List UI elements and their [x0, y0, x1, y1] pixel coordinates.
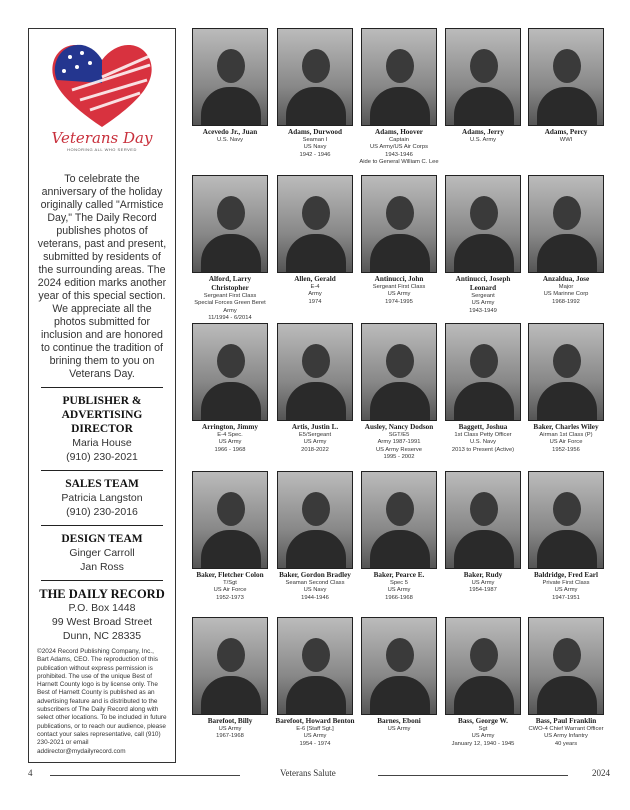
veteran-name: Adams, Percy	[544, 128, 588, 136]
veteran-detail: E-4 Spec.	[217, 432, 243, 438]
veteran-name: Bass, Paul Franklin	[535, 717, 597, 725]
veteran-name: Bass, George W.	[458, 717, 508, 725]
veteran-name: Antinucci, Joseph Leonard	[455, 275, 511, 292]
veteran-photo	[361, 471, 437, 569]
divider	[41, 580, 163, 581]
veteran-name: Baker, Rudy	[463, 571, 503, 579]
veteran-photo	[277, 471, 353, 569]
sales-phone: (910) 230-2016	[66, 506, 138, 518]
veteran-name: Barefoot, Billy	[207, 717, 253, 725]
veteran-photo	[277, 175, 353, 273]
veteran-entry	[526, 28, 606, 144]
veteran-photo	[192, 28, 268, 126]
veteran-detail: 1974	[308, 298, 322, 305]
veteran-entry	[359, 617, 439, 733]
veteran-photo	[277, 617, 353, 715]
veteran-entry	[526, 471, 606, 602]
veteran-photo	[192, 471, 268, 569]
veteran-detail: US Navy	[303, 144, 327, 151]
address-line: P.O. Box 1448	[68, 602, 136, 614]
veteran-entry	[359, 28, 439, 166]
veteran-detail: 2018-2022	[301, 446, 329, 453]
veteran-detail: Special Forces Green Beret	[194, 300, 266, 307]
veteran-photo	[445, 617, 521, 715]
divider	[41, 387, 163, 388]
veteran-detail: 1943-1946	[385, 151, 413, 158]
veteran-detail: 1943-1949	[469, 307, 497, 314]
sidebar-info-box	[28, 28, 176, 763]
veteran-detail: 1st Class Petty Officer	[454, 432, 512, 438]
publisher-name: Maria House	[72, 437, 132, 449]
veteran-entry	[526, 617, 606, 748]
veteran-detail: E-6 [Staff Sgt.]	[296, 726, 334, 732]
veteran-detail: US Army	[303, 733, 327, 740]
veteran-entry	[190, 617, 270, 741]
veteran-detail: 1967-1968	[216, 733, 244, 740]
veteran-detail: 1995 - 2002	[383, 453, 415, 460]
veteran-name: Anzaldua, Jose	[542, 275, 590, 283]
veteran-name: Adams, Durwood	[288, 128, 342, 136]
veteran-name: Baker, Pearce E.	[373, 571, 425, 579]
veteran-entry	[359, 175, 439, 306]
veteran-entry	[275, 471, 355, 602]
veteran-detail: US Marinne Corp	[543, 291, 589, 298]
veteran-detail: 1942 - 1946	[299, 151, 331, 158]
veteran-name: Baker, Fletcher Colon	[196, 571, 264, 579]
veteran-detail: 1966 - 1968	[214, 446, 246, 453]
veteran-detail: CWO-4 Chief Warrant Officer	[528, 726, 604, 732]
page-footer	[28, 768, 610, 782]
veteran-detail: US Army	[218, 439, 242, 446]
veteran-detail: 1968-1992	[552, 298, 580, 305]
veteran-entry	[443, 323, 523, 454]
veteran-photo	[361, 617, 437, 715]
veteran-detail: US Army	[387, 291, 411, 298]
veteran-detail: U.S. Army	[469, 137, 497, 143]
veteran-detail: US Army	[387, 587, 411, 594]
veterans-day-logo	[37, 35, 167, 163]
veteran-photo	[445, 175, 521, 273]
veteran-entry	[526, 323, 606, 454]
footer-rule	[50, 775, 240, 776]
divider	[41, 470, 163, 471]
veteran-name: Antinucci, John	[374, 275, 424, 283]
veteran-detail: Sergeant	[471, 293, 495, 299]
footer-rule	[378, 775, 568, 776]
publication-title: Veterans Salute	[280, 768, 336, 778]
veteran-entry	[443, 28, 523, 144]
veteran-detail: US Navy	[303, 587, 327, 594]
divider	[41, 525, 163, 526]
veteran-photo	[528, 175, 604, 273]
veteran-detail: US Army	[218, 726, 242, 732]
veteran-detail: US Army	[554, 587, 578, 594]
veteran-detail: US Air Force	[213, 587, 247, 594]
veteran-detail: 1944-1946	[301, 594, 329, 601]
veteran-entry	[275, 28, 355, 159]
design-heading: DESIGN TEAM	[61, 533, 143, 545]
veteran-photo	[361, 323, 437, 421]
veteran-detail: US Army	[471, 733, 495, 740]
veteran-detail: U.S. Navy	[216, 137, 244, 143]
veteran-detail: US Army	[471, 580, 495, 586]
veteran-detail: 1952-1973	[216, 594, 244, 601]
veteran-detail: Seaman Second Class	[285, 580, 345, 586]
veteran-photo	[277, 28, 353, 126]
veteran-detail: Army	[308, 291, 322, 298]
veteran-entry	[443, 175, 523, 315]
veteran-detail: U.S. Navy	[469, 439, 497, 446]
veteran-photo	[528, 471, 604, 569]
address-line: 99 West Broad Street	[51, 616, 153, 628]
veteran-detail: Private First Class	[542, 580, 590, 586]
copyright-notice: ©2024 Record Publishing Company, Inc., Bart Adams, CEO. The reproduction of this publication without express permission is prohibited. The use of the unique Best of Harnett County logo is by license only. The Best of Harnett County is published as an advertising feature and is distributed to the subscribers of The Daily Record along with select other locations. To be included in future publications, or to reach our audience, please contact your sales representative, call (910) 230-2021 or email addirector@mydailyrecord.com	[37, 648, 167, 755]
veteran-detail: 11/1994 - 6/2014	[208, 314, 252, 321]
veteran-entry	[190, 175, 270, 322]
veteran-photo	[528, 323, 604, 421]
veteran-detail: US Army	[471, 300, 495, 307]
veteran-detail: WWI	[559, 137, 573, 143]
veteran-entry	[275, 323, 355, 454]
veteran-entry	[275, 617, 355, 748]
veteran-detail: 1947-1951	[552, 594, 580, 601]
veteran-entry	[190, 323, 270, 454]
veteran-detail: US Army	[303, 439, 327, 446]
veteran-detail: Sergeant First Class	[203, 293, 257, 299]
veteran-name: Acevedo Jr., Juan	[202, 128, 258, 136]
veteran-name: Barnes, Eboni	[377, 717, 421, 725]
veteran-photo	[192, 617, 268, 715]
address-line: Dunn, NC 28335	[62, 630, 142, 642]
veteran-detail: Seaman I	[302, 137, 328, 143]
veteran-detail: Major	[558, 284, 574, 290]
veteran-detail: 1966-1968	[385, 594, 413, 601]
veteran-detail: Aide to General William C. Lee	[359, 158, 439, 165]
veteran-entry	[443, 617, 523, 748]
veteran-photo	[192, 323, 268, 421]
veteran-name: Barefoot, Howard Benton	[275, 717, 355, 725]
veteran-photo	[192, 175, 268, 273]
publisher-heading: PUBLISHER & ADVERTISING DIRECTOR	[61, 395, 143, 435]
veteran-name: Alford, Larry Christopher	[208, 275, 252, 292]
veteran-detail: 40 years	[554, 740, 578, 747]
veteran-detail: 1974-1995	[385, 298, 413, 305]
veteran-detail: Captain	[389, 137, 409, 143]
veteran-detail: Airman 1st Class (P)	[539, 432, 593, 438]
veteran-photo	[528, 617, 604, 715]
page-number: 4	[28, 768, 33, 778]
veteran-detail: 1952-1956	[552, 446, 580, 453]
veteran-name: Allen, Gerald	[294, 275, 336, 283]
veteran-entry	[443, 471, 523, 595]
veteran-name: Baldridge, Fred Earl	[534, 571, 598, 579]
veteran-entry	[359, 471, 439, 602]
veteran-detail: T/Sgt	[223, 580, 237, 586]
veteran-detail: E5/Sergeant	[298, 432, 332, 438]
veteran-photo	[528, 28, 604, 126]
veteran-name: Adams, Hoover	[375, 128, 423, 136]
veteran-entry	[275, 175, 355, 306]
veteran-photo	[445, 323, 521, 421]
veteran-name: Baker, Gordon Bradley	[279, 571, 351, 579]
publisher-phone: (910) 230-2021	[66, 451, 138, 463]
sales-name: Patricia Langston	[61, 492, 143, 504]
design-name: Jan Ross	[80, 561, 124, 573]
veteran-name: Ausley, Nancy Dodson	[364, 423, 434, 431]
sales-heading: SALES TEAM	[65, 478, 139, 490]
design-name: Ginger Carroll	[69, 547, 135, 559]
veteran-detail: US Army	[387, 726, 411, 732]
veteran-name: Baker, Charles Wiley	[533, 423, 599, 431]
footer-year: 2024	[592, 768, 610, 778]
veteran-detail: Army	[223, 307, 237, 314]
veteran-detail: 1954 - 1974	[299, 740, 331, 747]
veteran-detail: Sergeant First Class	[372, 284, 426, 290]
veteran-detail: US Army/US Air Corps	[370, 144, 428, 151]
veteran-photo	[361, 175, 437, 273]
veteran-detail: SGT/E5	[388, 432, 410, 438]
veteran-detail: US Army Reserve	[375, 446, 423, 453]
flag-heart-icon	[42, 35, 162, 130]
logo-title: Veterans Day	[51, 129, 153, 147]
veteran-name: Adams, Jerry	[462, 128, 504, 136]
veteran-name: Baggett, Joshua	[458, 423, 508, 431]
veteran-entry	[359, 323, 439, 461]
veteran-name: Artis, Justin L.	[291, 423, 339, 431]
veteran-detail: Sgt	[478, 726, 488, 732]
veteran-entry	[526, 175, 606, 306]
veteran-entry	[190, 471, 270, 602]
veteran-detail: US Army Infantry	[544, 733, 588, 740]
veteran-detail: January 12, 1940 - 1945	[451, 740, 515, 747]
veteran-detail: Army 1987-1991	[377, 439, 421, 446]
veteran-detail: Spec 5	[389, 580, 409, 586]
intro-text: To celebrate the anniversary of the holiday originally called "Armistice Day," The Daily Record publishes photos of veterans, past and present, submitted by residents of the surrounding areas. The 2024 edition marks another year of this special section. We appreciate all the photos submitted for inclusion and are honored to continue the tradition of brining them to you on Veterans Day.	[37, 173, 167, 380]
logo-tagline: HONORING ALL WHO SERVED	[67, 147, 137, 152]
veteran-detail: 2013 to Present (Active)	[451, 446, 515, 453]
veteran-name: Arrington, Jimmy	[202, 423, 258, 431]
veteran-detail: US Air Force	[549, 439, 583, 446]
veteran-photo	[445, 471, 521, 569]
veteran-photo	[445, 28, 521, 126]
veteran-detail: E-4	[310, 284, 320, 290]
veteran-photo	[277, 323, 353, 421]
paper-name: THE DAILY RECORD	[39, 587, 165, 601]
veteran-entry	[190, 28, 270, 144]
veteran-photo	[361, 28, 437, 126]
veteran-detail: 1954-1987	[469, 587, 497, 594]
